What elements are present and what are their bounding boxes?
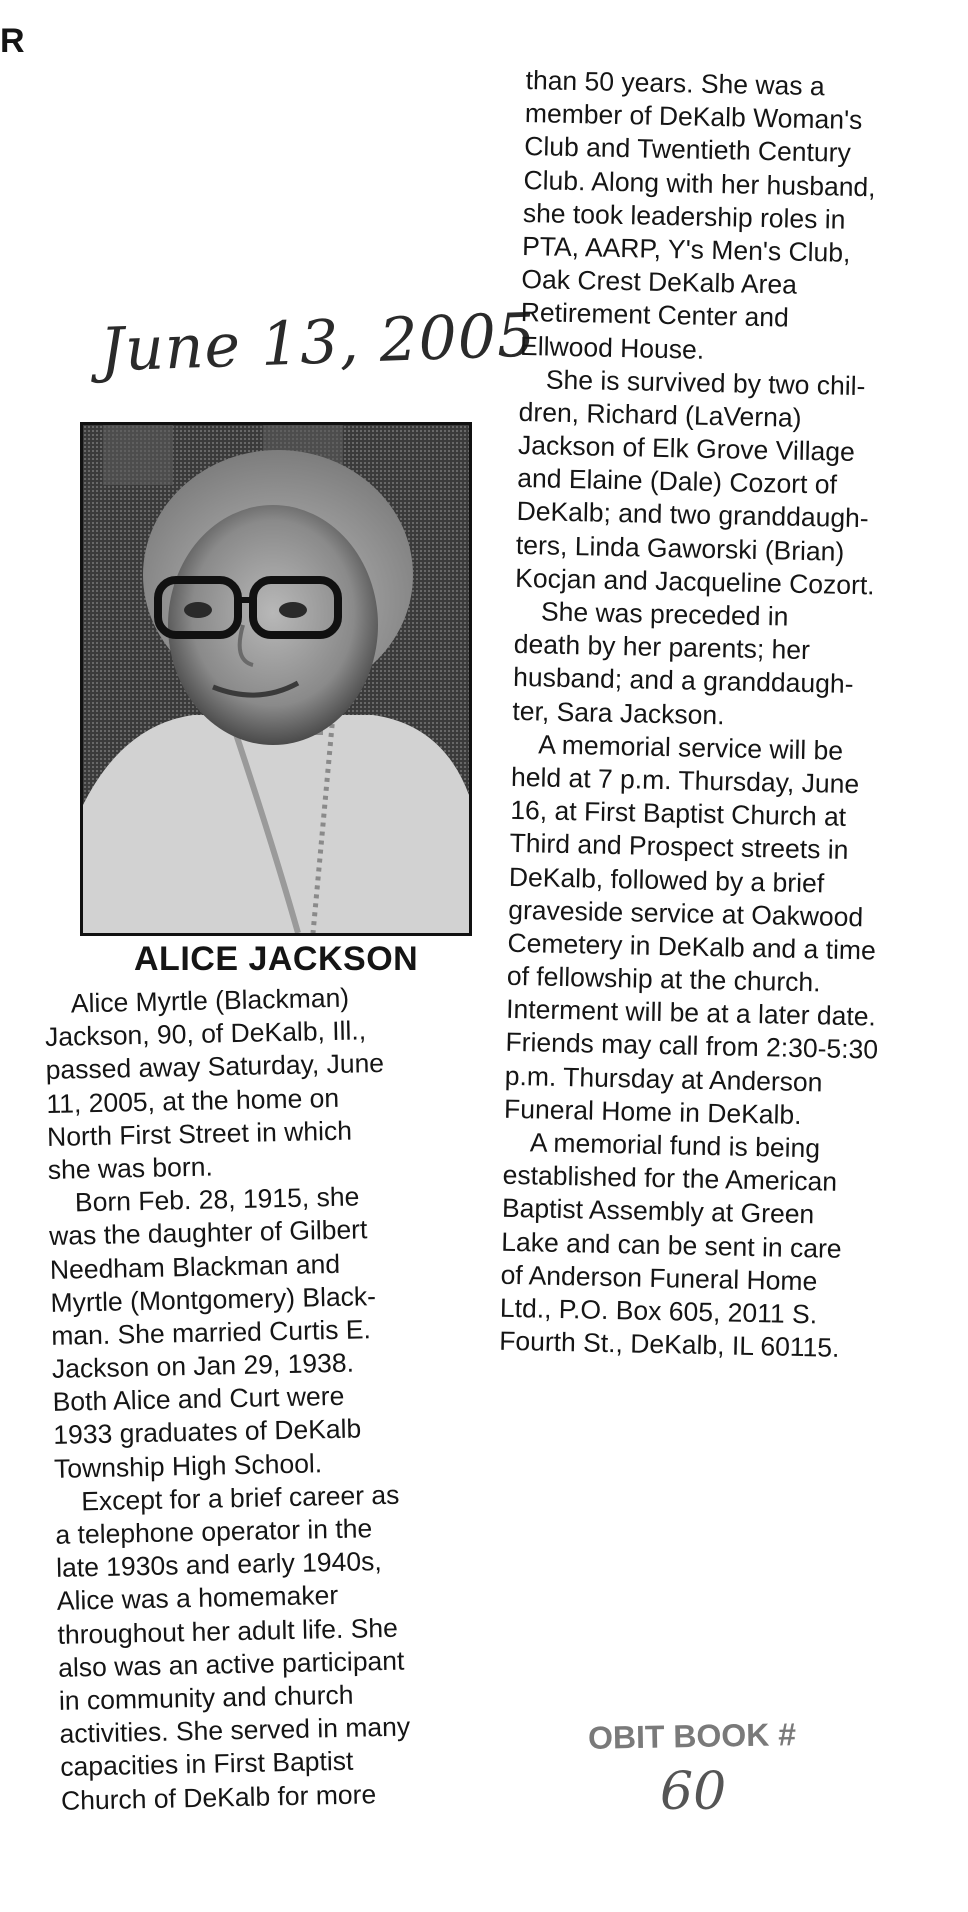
- text-line: held at 7 p.m. Thursday, June: [510, 761, 860, 800]
- text-line: Myrtle (Montgomery) Black-: [50, 1280, 377, 1318]
- text-line: than 50 years. She was a: [525, 64, 825, 102]
- text-line: ter, Sara Jackson.: [512, 695, 725, 730]
- text-line: 11, 2005, at the home on: [46, 1082, 340, 1119]
- text-line: 16, at First Baptist Church at: [510, 794, 847, 832]
- text-line: Jackson on Jan 29, 1938.: [51, 1347, 355, 1384]
- text-line: Township High School.: [53, 1447, 323, 1484]
- text-line: passed away Saturday, June: [45, 1048, 385, 1086]
- text-line: DeKalb; and two granddaugh-: [516, 496, 869, 534]
- text-line: Oak Crest DeKalb Area: [521, 264, 798, 300]
- text-line: death by her parents; her: [513, 629, 811, 666]
- text-line: Ellwood House.: [519, 330, 705, 365]
- handwritten-date: June 13, 2005: [98, 300, 538, 386]
- text-line: Church of DeKalb for more: [60, 1778, 377, 1816]
- text-line: Except for a brief career as: [54, 1479, 400, 1517]
- text-line: a telephone operator in the: [55, 1513, 373, 1550]
- text-line: Alice was a homemaker: [56, 1580, 339, 1617]
- text-line: Baptist Assembly at Green: [501, 1193, 815, 1230]
- text-line: she took leadership roles in: [522, 197, 846, 235]
- portrait-photo: [80, 422, 472, 936]
- text-line: DeKalb, followed by a brief: [508, 861, 825, 898]
- text-line: Jackson of Elk Grove Village: [517, 429, 856, 468]
- text-line: A memorial service will be: [511, 728, 844, 766]
- text-line: 1933 graduates of DeKalb: [53, 1413, 362, 1451]
- text-line: Funeral Home in DeKalb.: [503, 1093, 802, 1130]
- text-line: she was born.: [47, 1151, 214, 1185]
- text-line: Friends may call from 2:30-5:30: [505, 1027, 879, 1066]
- text-line: Born Feb. 28, 1915, she: [48, 1181, 360, 1219]
- text-line: Ltd., P.O. Box 605, 2011 S.: [499, 1292, 818, 1330]
- text-line: graveside service at Oakwood: [507, 894, 864, 932]
- text-line: Fourth St., DeKalb, IL 60115.: [498, 1325, 840, 1363]
- text-line: and Elaine (Dale) Cozort of: [517, 463, 838, 500]
- text-line: PTA, AARP, Y's Men's Club,: [521, 230, 851, 268]
- text-line: Third and Prospect streets in: [509, 828, 849, 866]
- text-line: Needham Blackman and: [49, 1248, 341, 1285]
- text-line: A memorial fund is being: [503, 1126, 821, 1164]
- text-line: North First Street in which: [46, 1115, 353, 1152]
- text-line: Lake and can be sent in care: [501, 1226, 842, 1264]
- right-text-column: [499, 64, 899, 1366]
- text-line: She is survived by two chil-: [519, 363, 866, 401]
- text-line: Interment will be at a later date.: [505, 994, 877, 1032]
- text-line: dren, Richard (LaVerna): [518, 396, 802, 433]
- text-line: throughout her adult life. She: [57, 1612, 399, 1650]
- text-line: Club and Twentieth Century: [523, 131, 852, 169]
- text-line: capacities in First Baptist: [60, 1746, 354, 1783]
- portrait-image: [83, 425, 469, 933]
- text-line: ters, Linda Gaworski (Brian): [515, 529, 845, 567]
- text-line: activities. She served in many: [59, 1711, 411, 1749]
- text-line: Alice Myrtle (Blackman): [44, 982, 350, 1019]
- text-line: Jackson, 90, of DeKalb, Ill.,: [44, 1015, 367, 1053]
- text-line: Kocjan and Jacqueline Cozort.: [514, 562, 875, 601]
- text-line: man. She married Curtis E.: [50, 1314, 372, 1351]
- text-line: husband; and a granddaugh-: [512, 662, 854, 700]
- text-line: p.m. Thursday at Anderson: [504, 1060, 823, 1098]
- text-line: Both Alice and Curt were: [52, 1381, 345, 1418]
- text-line: in community and church: [58, 1679, 354, 1716]
- text-line: established for the American: [502, 1159, 838, 1197]
- text-line: late 1930s and early 1940s,: [55, 1546, 383, 1584]
- text-line: Retirement Center and: [520, 297, 790, 333]
- left-text-column: [44, 981, 412, 1818]
- text-line: of Anderson Funeral Home: [500, 1259, 818, 1297]
- text-line: of fellowship at the church.: [506, 960, 821, 998]
- text-line: Cemetery in DeKalb and a time: [507, 927, 877, 966]
- obit-book-stamp: OBIT BOOK #: [587, 1716, 797, 1756]
- text-line: Club. Along with her husband,: [523, 164, 876, 202]
- text-line: also was an active participant: [57, 1645, 405, 1683]
- text-line: She was preceded in: [514, 595, 789, 632]
- text-line: was the daughter of Gilbert: [48, 1214, 368, 1252]
- obit-book-number: 60: [660, 1762, 727, 1822]
- obituary-title: ALICE JACKSON: [134, 940, 419, 978]
- text-line: member of DeKalb Woman's: [524, 98, 863, 136]
- corner-mark: R: [0, 22, 25, 60]
